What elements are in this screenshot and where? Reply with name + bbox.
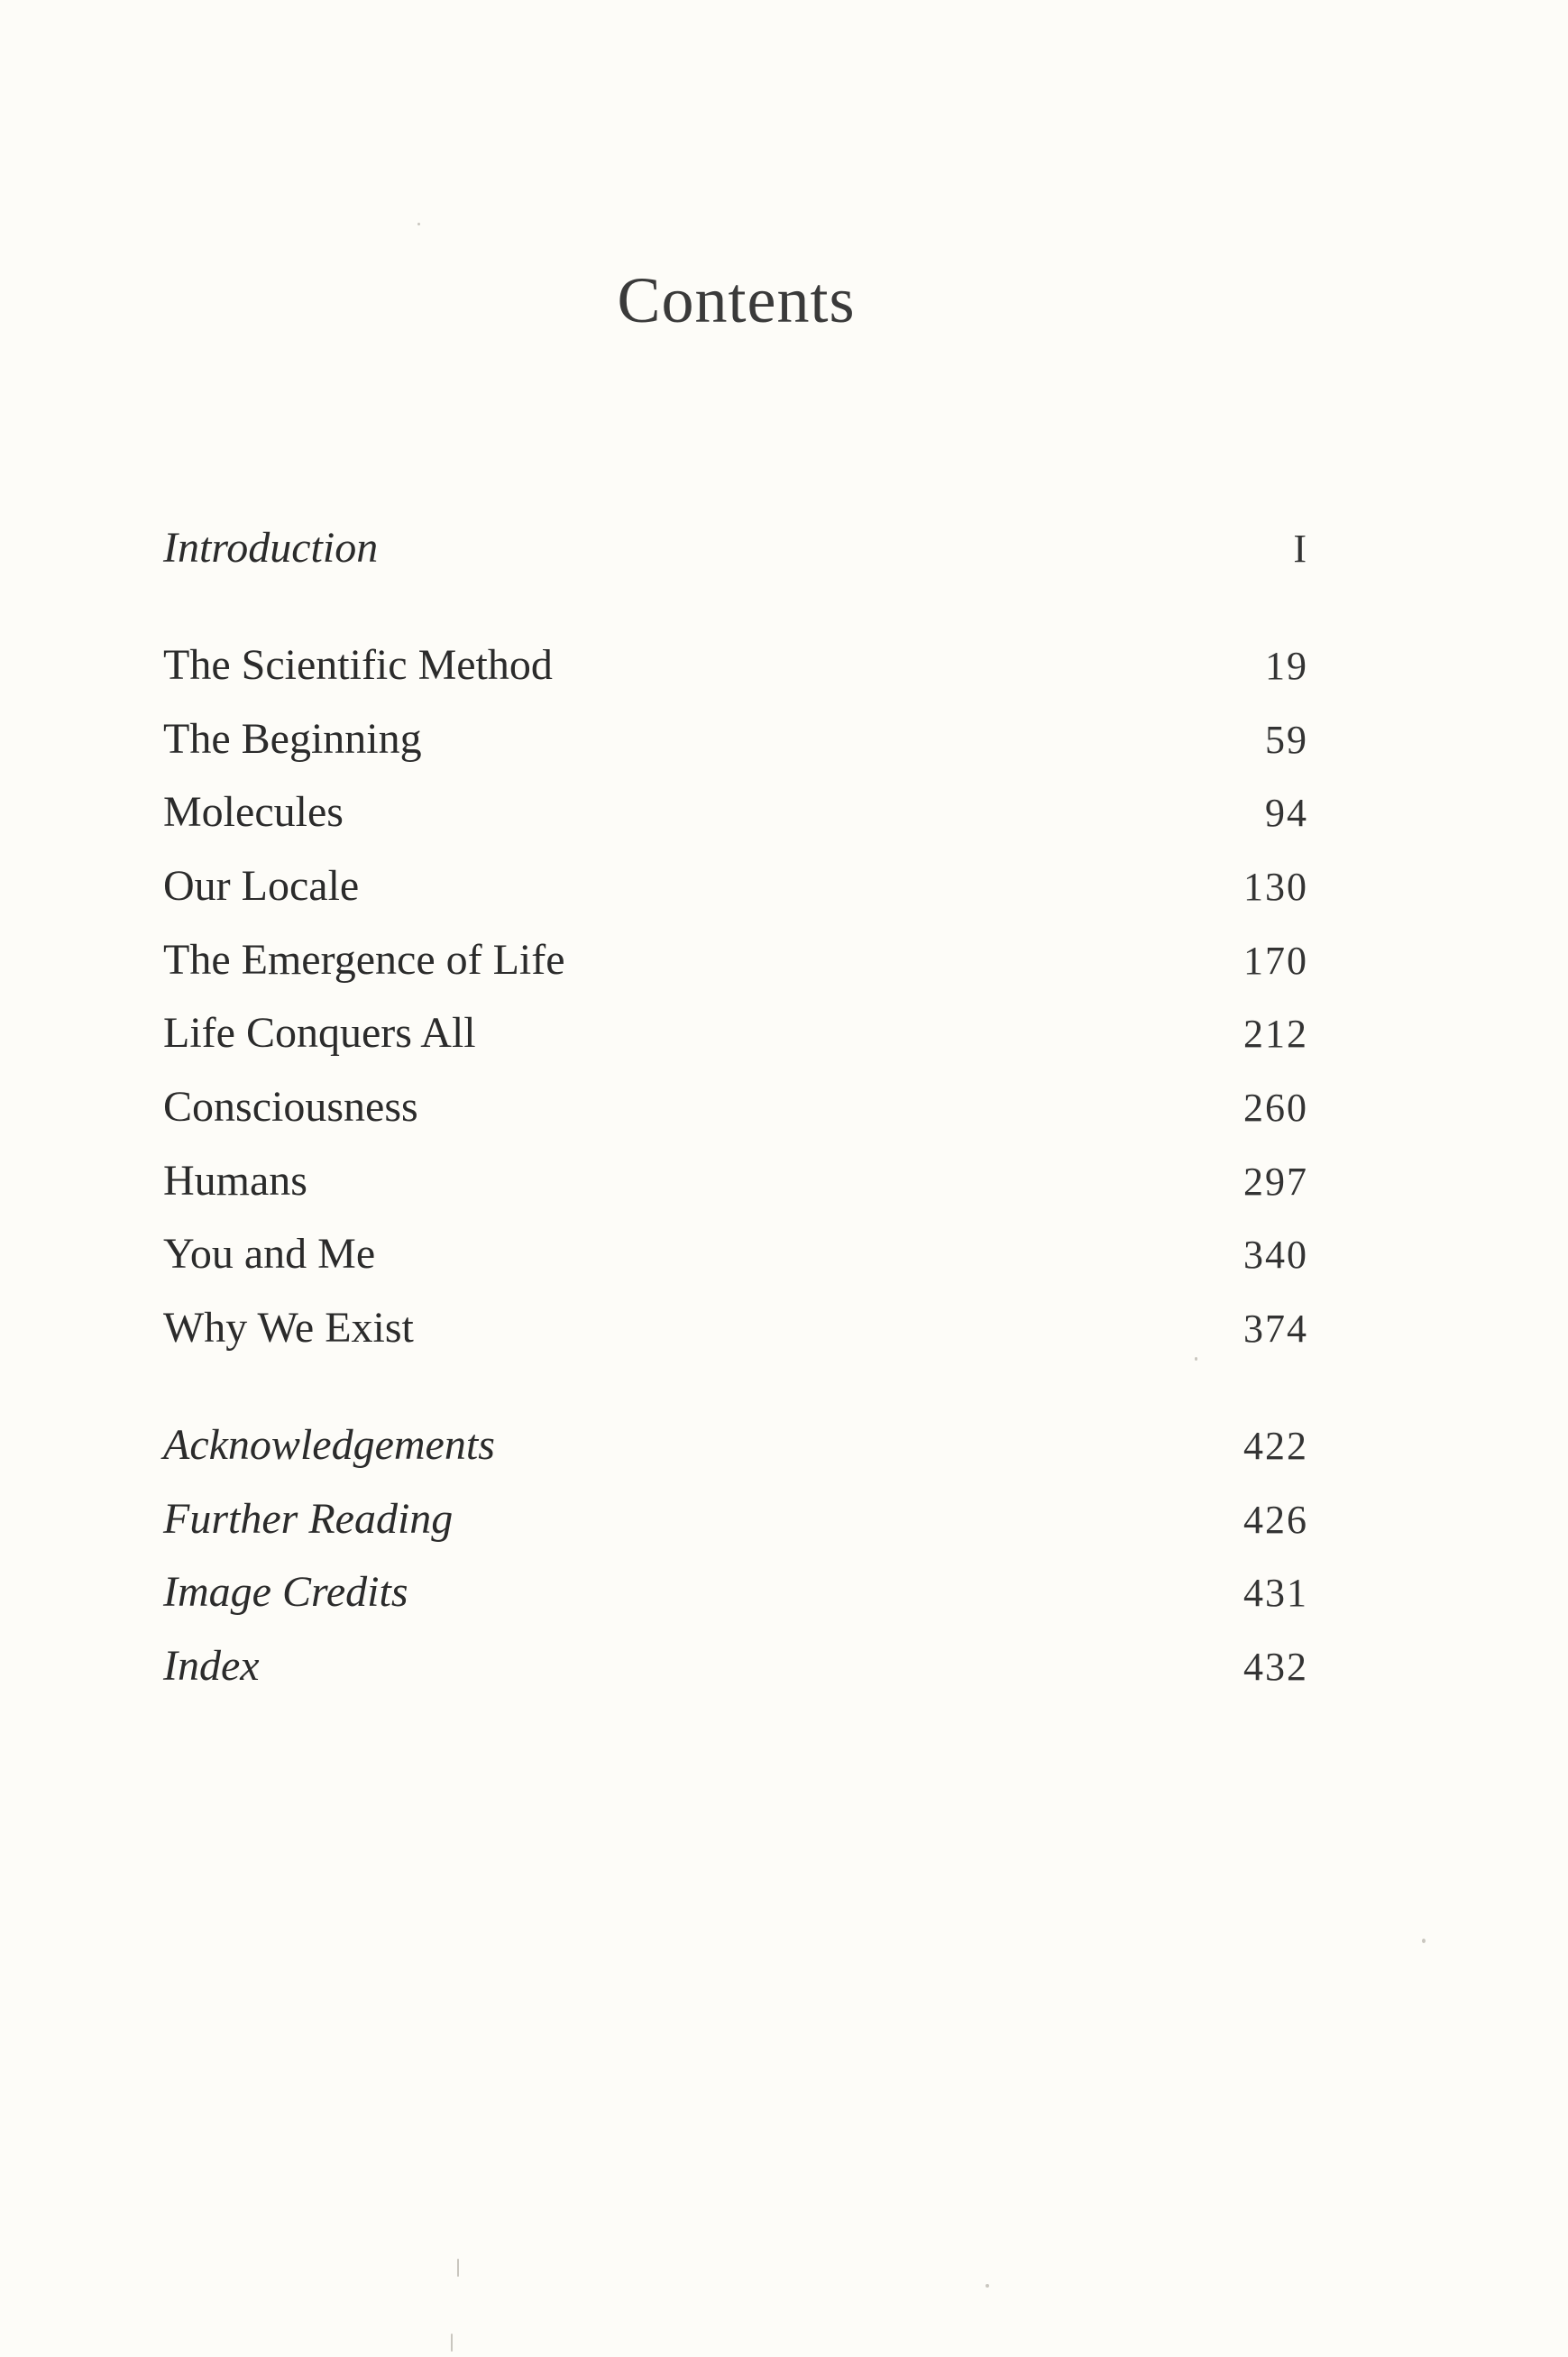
toc-entry-introduction bbox=[163, 523, 1308, 586]
toc-entry-label: The Beginning bbox=[163, 715, 422, 763]
page-title: Contents bbox=[617, 264, 856, 336]
scan-speck bbox=[451, 2334, 453, 2352]
toc-entry-chapter bbox=[163, 1082, 1308, 1145]
toc-entry-label: Index bbox=[163, 1642, 260, 1690]
toc-entry-chapter bbox=[163, 1303, 1308, 1366]
scan-speck bbox=[1422, 1939, 1426, 1943]
toc-entry-chapter bbox=[163, 787, 1308, 850]
scan-speck bbox=[1195, 1357, 1197, 1361]
toc-entry-page: 426 bbox=[1243, 1498, 1308, 1542]
toc-entry-page: 374 bbox=[1243, 1307, 1308, 1351]
toc-entry-page: 432 bbox=[1243, 1645, 1308, 1689]
toc-entry-label: Molecules bbox=[163, 788, 344, 836]
toc-entry-back-matter bbox=[163, 1641, 1308, 1704]
toc-entry-page: 94 bbox=[1265, 791, 1308, 835]
toc-entry-chapter bbox=[163, 1156, 1308, 1219]
toc-entry-page: 130 bbox=[1243, 865, 1308, 909]
toc-entry-chapter bbox=[163, 935, 1308, 998]
toc-entry-label: Life Conquers All bbox=[163, 1009, 476, 1057]
toc-entry-label: The Scientific Method bbox=[163, 641, 553, 689]
toc-entry-back-matter bbox=[163, 1494, 1308, 1557]
toc-entry-page: 260 bbox=[1243, 1086, 1308, 1130]
toc-entry-chapter bbox=[163, 861, 1308, 924]
toc-entry-label: Consciousness bbox=[163, 1083, 418, 1131]
toc-entry-label: Introduction bbox=[163, 524, 379, 572]
toc-entry-label: Our Locale bbox=[163, 862, 360, 910]
toc-entry-page: 19 bbox=[1265, 644, 1308, 688]
toc-entry-page: 422 bbox=[1243, 1424, 1308, 1468]
scan-speck bbox=[417, 223, 420, 225]
toc-entry-back-matter bbox=[163, 1567, 1308, 1630]
toc-entry-label: Further Reading bbox=[163, 1495, 454, 1543]
toc-entry-back-matter bbox=[163, 1420, 1308, 1483]
toc-entry-label: Why We Exist bbox=[163, 1304, 414, 1352]
toc-entry-label: Humans bbox=[163, 1157, 307, 1205]
toc-entry-label: Image Credits bbox=[163, 1568, 408, 1616]
toc-entry-page: 297 bbox=[1243, 1160, 1308, 1204]
toc-entry-chapter bbox=[163, 714, 1308, 777]
toc-entry-page: 59 bbox=[1265, 718, 1308, 762]
toc-entry-chapter bbox=[163, 640, 1308, 703]
toc-entry-chapter bbox=[163, 1229, 1308, 1292]
toc-entry-page: 340 bbox=[1243, 1233, 1308, 1277]
toc-entry-page: 170 bbox=[1243, 939, 1308, 983]
scan-speck bbox=[986, 2284, 989, 2288]
toc-entry-page: 431 bbox=[1243, 1571, 1308, 1615]
toc-entry-label: You and Me bbox=[163, 1230, 376, 1278]
toc-entry-page: I bbox=[1293, 527, 1308, 571]
scan-speck bbox=[457, 2259, 459, 2277]
toc-entry-label: Acknowledgements bbox=[163, 1421, 495, 1469]
toc-entry-page: 212 bbox=[1243, 1012, 1308, 1056]
toc-entry-label: The Emergence of Life bbox=[163, 936, 565, 984]
toc-entry-chapter bbox=[163, 1008, 1308, 1071]
